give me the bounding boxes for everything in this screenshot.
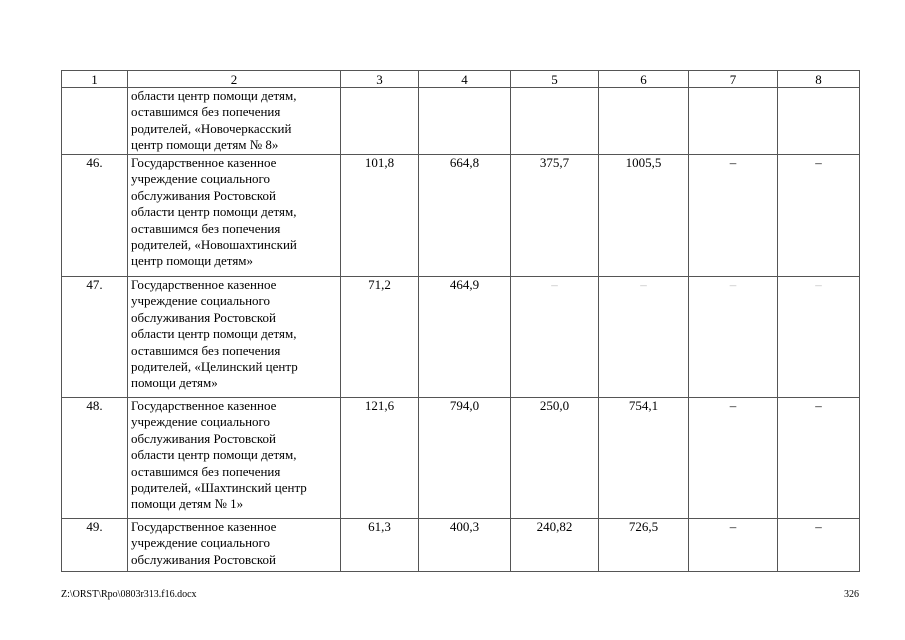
value-cell [778,88,860,155]
value-cell: – [689,398,778,519]
row-number-cell: 47. [62,277,128,398]
value-cell [599,88,689,155]
value-cell: – [689,519,778,572]
table-row [62,398,860,519]
table-header-row [62,71,860,88]
column-number-header: 6 [599,71,689,88]
value-cell: 240,82 [511,519,599,572]
value-cell: 61,3 [341,519,419,572]
institution-name-cell: Государственное казенное учреждение социального обслуживания Ростовской области центр помощи детям, оставшимся без попечения родителей, «Шахтинский центр помощи детям № 1» [128,398,341,519]
row-number-cell: 48. [62,398,128,519]
value-cell: 250,0 [511,398,599,519]
value-cell: – [689,155,778,277]
value-cell: – [599,277,689,398]
institution-name-cell: Государственное казенное учреждение социального обслуживания Ростовской [128,519,341,572]
table-row [62,88,860,155]
row-number-cell [62,88,128,155]
value-cell [689,88,778,155]
column-number-header: 4 [419,71,511,88]
value-cell: – [511,277,599,398]
value-cell: 794,0 [419,398,511,519]
value-cell: 121,6 [341,398,419,519]
row-number-cell: 46. [62,155,128,277]
value-cell: 464,9 [419,277,511,398]
value-cell: 101,8 [341,155,419,277]
value-cell: 754,1 [599,398,689,519]
value-cell: – [778,277,860,398]
table-row [62,155,860,277]
table-row [62,277,860,398]
value-cell: – [778,155,860,277]
value-cell: – [778,519,860,572]
column-number-header: 2 [128,71,341,88]
table-row [62,519,860,572]
column-number-header: 7 [689,71,778,88]
value-cell: – [778,398,860,519]
row-number-cell: 49. [62,519,128,572]
value-cell [419,88,511,155]
column-number-header: 5 [511,71,599,88]
page-number: 326 [844,589,859,600]
column-number-header: 1 [62,71,128,88]
value-cell: 71,2 [341,277,419,398]
value-cell: 400,3 [419,519,511,572]
data-table [61,70,860,572]
value-cell: 1005,5 [599,155,689,277]
value-cell: – [689,277,778,398]
value-cell [511,88,599,155]
institution-name-cell: Государственное казенное учреждение социального обслуживания Ростовской области центр помощи детям, оставшимся без попечения родителей, «Новошахтинский центр помощи детям» [128,155,341,277]
value-cell [341,88,419,155]
value-cell: 726,5 [599,519,689,572]
footer-file-path: Z:\ORST\Rpo\0803r313.f16.docx [61,589,197,600]
column-number-header: 8 [778,71,860,88]
institution-name-cell: области центр помощи детям, оставшимся без попечения родителей, «Новочеркасский центр помощи детям № 8» [128,88,341,155]
value-cell: 375,7 [511,155,599,277]
institution-name-cell: Государственное казенное учреждение социального обслуживания Ростовской области центр помощи детям, оставшимся без попечения родителей, «Целинский центр помощи детям» [128,277,341,398]
column-number-header: 3 [341,71,419,88]
value-cell: 664,8 [419,155,511,277]
